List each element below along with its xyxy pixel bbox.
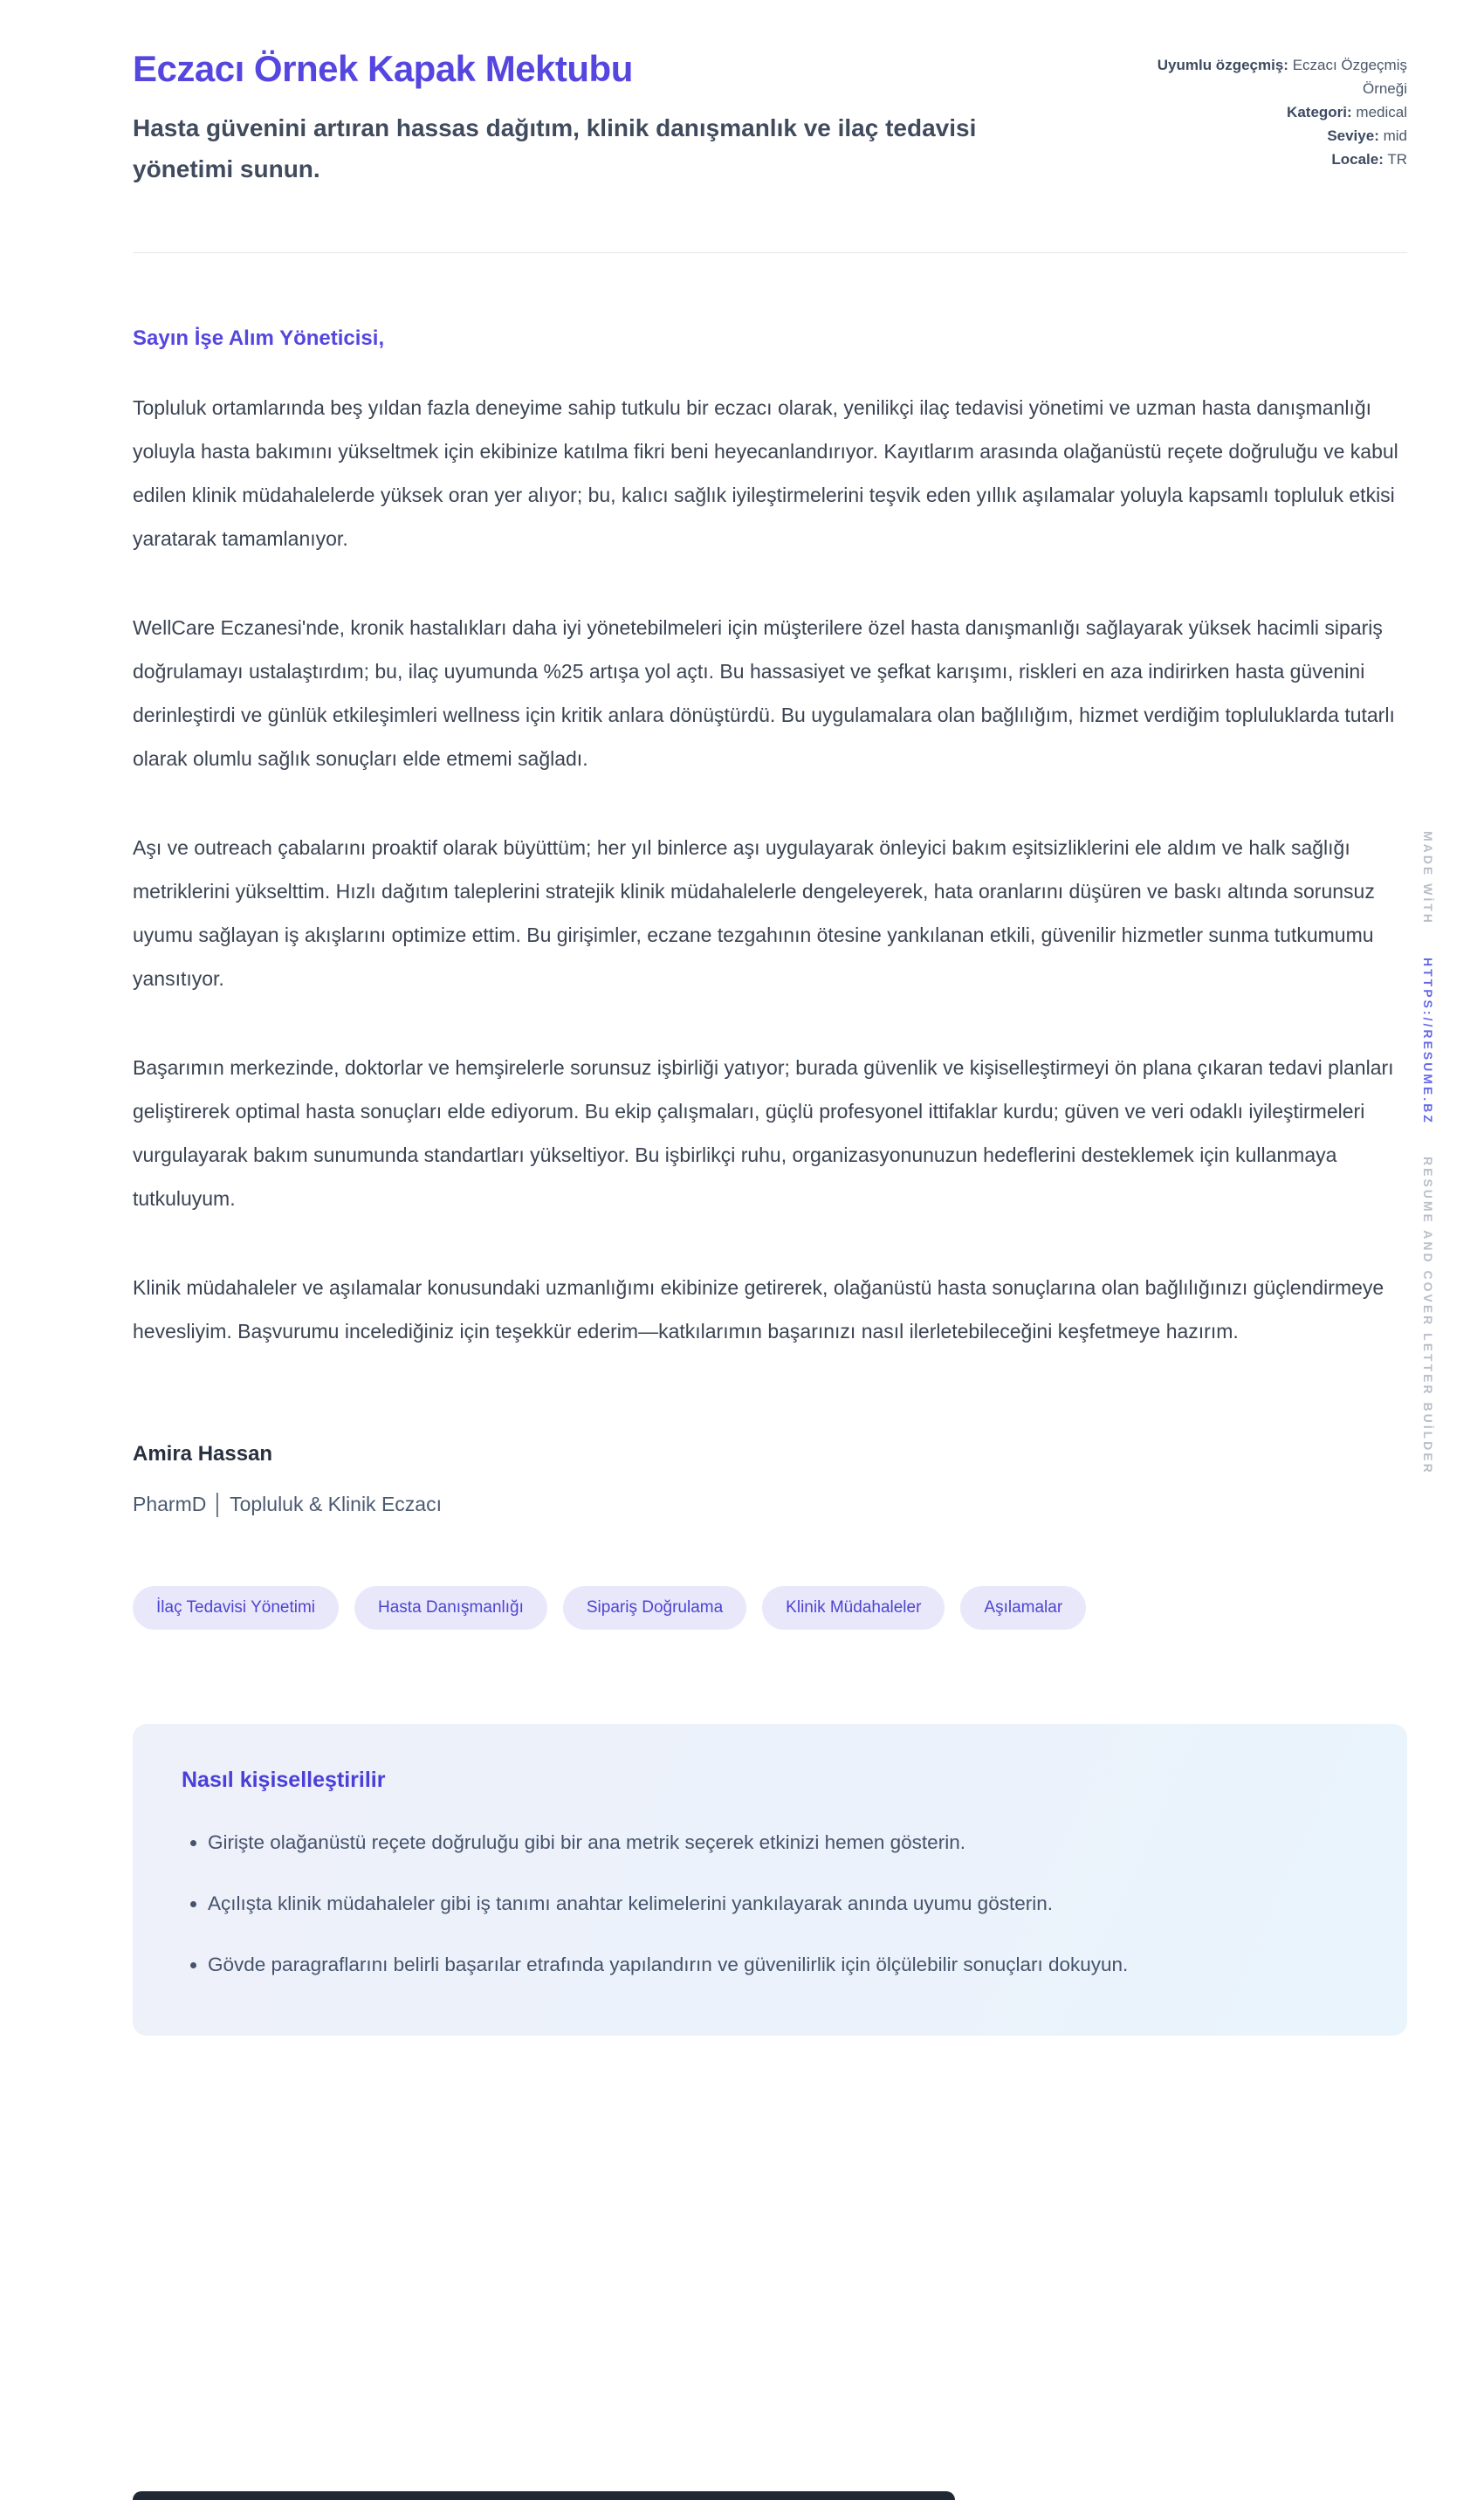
skill-tags [133, 1586, 1407, 1630]
meta-label: Seviye: [1327, 127, 1379, 144]
meta-category [1135, 100, 1407, 124]
letter-paragraph: Topluluk ortamlarında beş yıldan fazla deneyime sahip tutkulu bir eczacı olarak, yenilikçi ilaç tedavisi yönetimi ve uzman hasta danışmanlığı yoluyla hasta bakımını yükseltmek için ekibinize katılma fikri beni heyecanlandırıyor. Kayıtlarım arasında olağanüstü reçete doğruluğu ve kabul edilen klinik müdahalelerde yüksek oran yer alıyor; bu, kalıcı sağlık iyileştirmelerini teşvik eden yıllık aşılamalar yoluyla kapsamlı topluluk etkisi yaratarak tamamlanıyor. [133, 396, 1398, 551]
header-title-block [133, 48, 1014, 189]
signature-title: PharmD │ Topluluk & Klinik Eczacı [133, 1493, 442, 1516]
letter-paragraph: Aşı ve outreach çabalarını proaktif olarak büyüttüm; her yıl binlerce aşı uygulayarak önleyici bakım eşitsizliklerini ele aldım ve halk sağlığı metriklerini yükselttim. Hızlı dağıtım taleplerini stratejik klinik müdahalelerle dengeleyerek, hata oranlarını düşüren ve baskı altında sorunsuz uyumu sağlayan iş akışlarını optimize ettim. Bu girişimler, eczane tezgahının ötesine yankılanan etkili, güvenilir hizmetler sunma tutkumumu yansıtıyor. [133, 836, 1375, 991]
skill-tag: Sipariş Doğrulama [563, 1586, 746, 1630]
page-header [133, 48, 1407, 189]
skill-tag: Aşılamalar [960, 1586, 1086, 1630]
meta-label: Uyumlu özgeçmiş: [1157, 57, 1288, 73]
tip-item: • Gövde paragraflarını belirli başarılar etrafında yapılandırın ve güvenilirlik için ölçülebilir sonuçları dokuyun. [208, 1945, 1358, 1985]
meta-level [1135, 124, 1407, 148]
skill-tag: Hasta Danışmanlığı [354, 1586, 547, 1630]
letter-greeting: Sayın İşe Alım Yöneticisi, [133, 326, 385, 351]
meta-label: Locale: [1331, 151, 1384, 168]
watermark-suffix: RESUME AND COVER LETTER BUİLDER [1421, 1157, 1435, 1476]
meta-value: TR [1387, 151, 1407, 168]
made-with-watermark [1421, 831, 1435, 1475]
header-divider [133, 252, 1407, 253]
meta-value: mid [1383, 127, 1407, 144]
resume-bz-link[interactable]: HTTPS://RESUME.BZ [1421, 957, 1435, 1125]
meta-matching-resume [1135, 53, 1407, 100]
letter-paragraphs [133, 386, 1407, 1353]
watermark-prefix: MADE WİTH [1421, 831, 1435, 925]
tip-item: • Açılışta klinik müdahaleler gibi iş tanımı anahtar kelimelerini yankılayarak anında uyumu gösterin. [208, 1884, 1358, 1924]
tip-item: • Girişte olağanüstü reçete doğruluğu gibi bir ana metrik seçerek etkinizi hemen gösterin. [208, 1823, 1358, 1863]
letter-paragraph: Klinik müdahaleler ve aşılamalar konusundaki uzmanlığımı ekibinize getirerek, olağanüstü hasta sonuçlarına olan bağlılığınızı güçlendirmeye hevesliyim. Başvurumu incelediğiniz için teşekkür ederim—katkılarımın başarınızı nasıl ilerletebileceğini keşfetmeye hazırım. [133, 1276, 1384, 1343]
meta-panel [1135, 48, 1407, 171]
meta-value: medical [1356, 104, 1407, 120]
meta-locale [1135, 148, 1407, 171]
cutoff-footer-bar [133, 2491, 955, 2500]
skill-tag: İlaç Tedavisi Yönetimi [133, 1586, 339, 1630]
page-title: Eczacı Örnek Kapak Mektubu [133, 48, 633, 89]
signature-name: Amira Hassan [133, 1442, 273, 1466]
meta-value: Eczacı Özgeçmiş Örneği [1292, 57, 1407, 97]
personalization-tips-card [133, 1724, 1407, 2036]
tips-heading: Nasıl kişiselleştirilir [182, 1768, 386, 1793]
page-subtitle: Hasta güvenini artıran hassas dağıtım, klinik danışmanlık ve ilaç tedavisi yönetimi sunun. [133, 114, 977, 183]
tips-list [182, 1823, 1358, 1985]
letter-paragraph: WellCare Eczanesi'nde, kronik hastalıkları daha iyi yönetebilmeleri için müşterilere özel hasta danışmanlığı sağlayarak yüksek hacimli sipariş doğrulamayı ustalaştırdım; bu, ilaç uyumunda %25 artışa yol açtı. Bu hassasiyet ve şefkat karışımı, riskleri en aza indirirken hasta güvenini derinleştirdi ve günlük etkileşimleri wellness için kritik anlara dönüştürdü. Bu uygulamalara olan bağlılığım, hizmet verdiğim topluluklarda tutarlı olarak olumlu sağlık sonuçları elde etmemi sağladı. [133, 616, 1395, 771]
meta-label: Kategori: [1287, 104, 1352, 120]
letter-paragraph: Başarımın merkezinde, doktorlar ve hemşirelerle sorunsuz işbirliği yatıyor; burada güvenlik ve kişiselleştirmeyi ön plana çıkaran tedavi planları geliştirerek optimal hasta sonuçları elde ediyorum. Bu ekip çalışmaları, güçlü profesyonel ittifaklar kurdu; güven ve veri odaklı iyileştirmeleri vurgulayarak bakım sunumunda standartları yükseltiyor. Bu işbirlikçi ruhu, organizasyonunuzun hedeflerini desteklemek için kullanmaya tutkuluyum. [133, 1056, 1394, 1211]
cover-letter-body [133, 326, 1407, 1516]
skill-tag: Klinik Müdahaleler [762, 1586, 945, 1630]
